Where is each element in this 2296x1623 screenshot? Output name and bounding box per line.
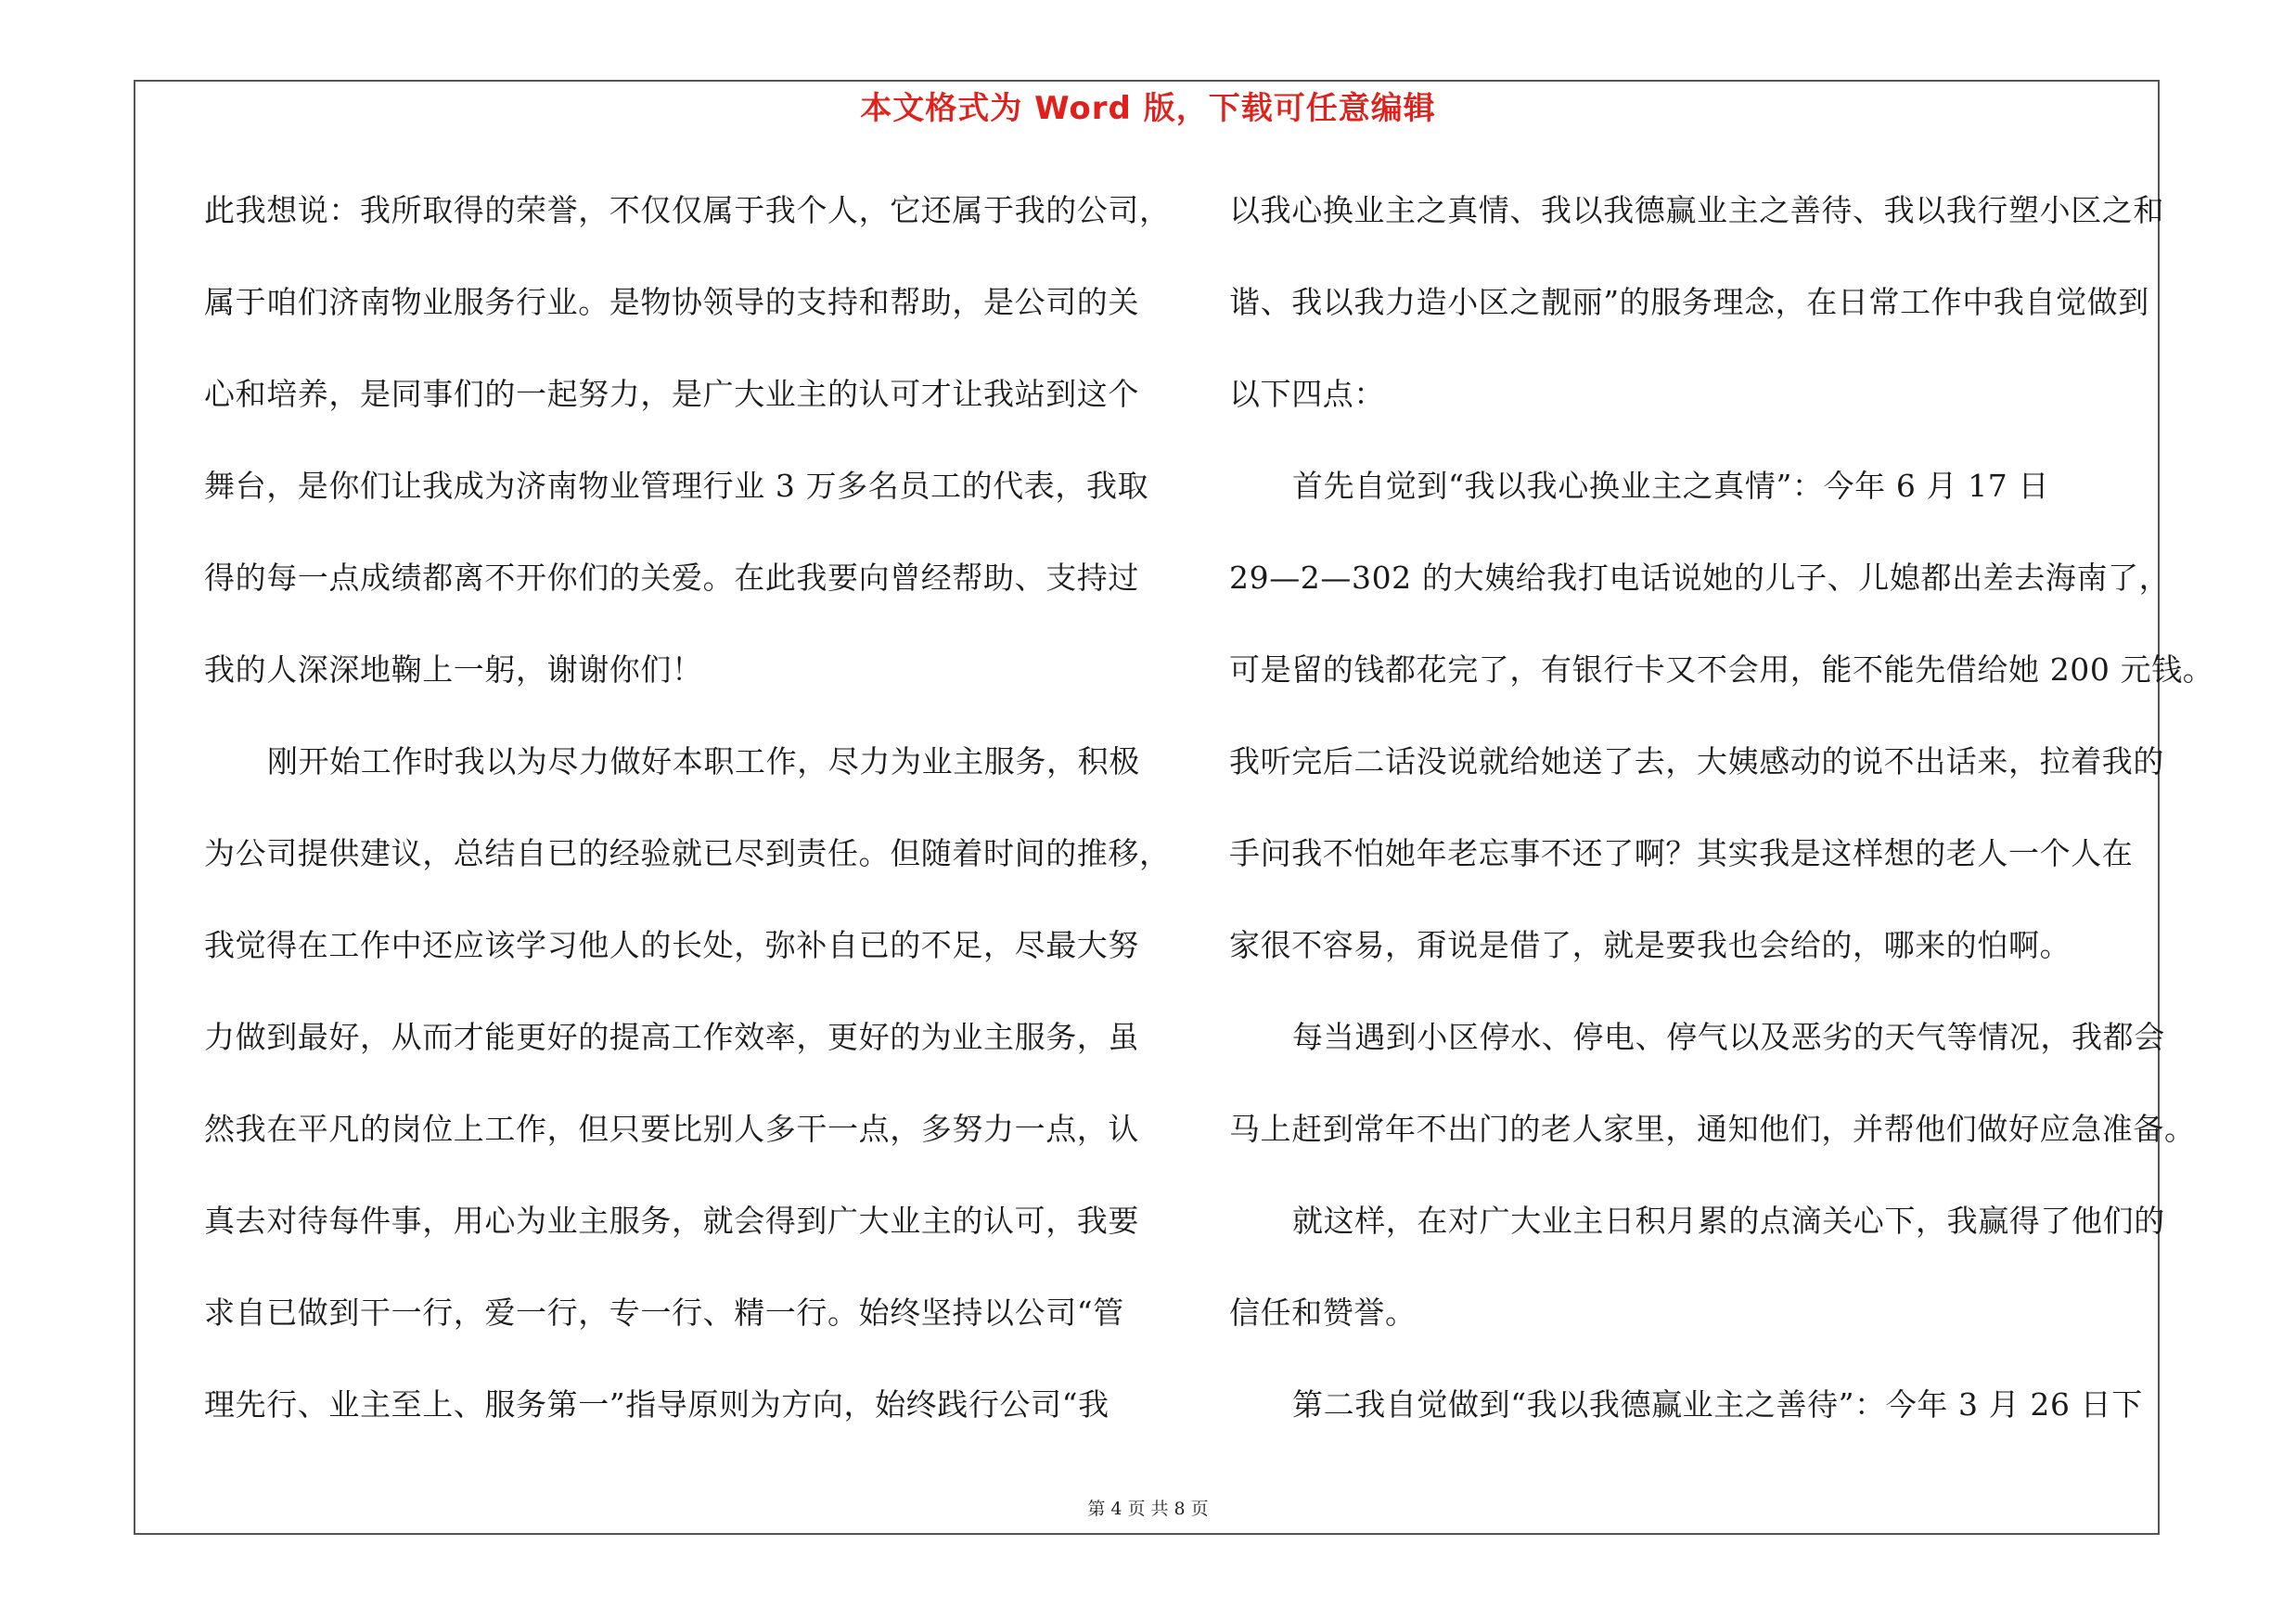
text-line: 求自已做到干一行，爱一行，专一行、精一行。始终坚持以公司“管: [204, 1295, 1124, 1331]
text-line: 手问我不怕她年老忘事不还了啊？其实我是这样想的老人一个人在: [1229, 835, 2134, 871]
text-line: 可是留的钱都花完了，有银行卡又不会用，能不能先借给她 200 元钱。: [1229, 651, 2214, 688]
text-line: 真去对待每件事，用心为业主服务，就会得到广大业主的认可，我要: [204, 1203, 1139, 1239]
text-line: 为公司提供建议，总结自已的经验就已尽到责任。但随着时间的推移，: [204, 835, 1171, 871]
text-line: 得的每一点成绩都离不开你们的关爱。在此我要向曾经帮助、支持过: [204, 560, 1139, 596]
header-banner: 本文格式为 Word 版，下载可任意编辑: [860, 90, 1436, 127]
left-column: [204, 181, 1171, 1467]
text-line: 我的人深深地鞠上一躬，谢谢你们！: [204, 651, 703, 688]
paragraph-start-line: 首先自觉到“我以我心换业主之真情”：今年 6 月 17 日: [1292, 468, 2050, 504]
text-line: 谐、我以我力造小区之靓丽”的服务理念，在日常工作中我自觉做到: [1229, 284, 2149, 320]
paragraph-start-line: 每当遇到小区停水、停电、停气以及恶劣的天气等情况，我都会: [1292, 1019, 2165, 1055]
text-line: 信任和赞誉。: [1229, 1295, 1417, 1331]
text-line: 以我心换业主之真情、我以我德赢业主之善待、我以我行塑小区之和: [1229, 192, 2164, 228]
text-line: 29—2—302 的大姨给我打电话说她的儿子、儿媳都出差去海南了，: [1229, 560, 2171, 596]
text-line: 力做到最好，从而才能更好的提高工作效率，更好的为业主服务，虽: [204, 1019, 1139, 1055]
text-line: 家很不容易，甭说是借了，就是要我也会给的，哪来的怕啊。: [1229, 927, 2072, 963]
text-line: 舞台，是你们让我成为济南物业管理行业 3 万多名员工的代表，我取: [204, 468, 1149, 504]
text-line: 马上赶到常年不出门的老人家里，通知他们，并帮他们做好应急准备。: [1229, 1111, 2196, 1147]
paragraph-start-line: 就这样，在对广大业主日积月累的点滴关心下，我赢得了他们的: [1292, 1203, 2165, 1239]
text-line: 然我在平凡的岗位上工作，但只要比别人多干一点，多努力一点，认: [204, 1111, 1139, 1147]
right-column: [1229, 181, 2214, 1467]
paragraph-start-line: 第二我自觉做到“我以我德赢业主之善待”：今年 3 月 26 日下: [1292, 1386, 2143, 1423]
text-line: 此我想说：我所取得的荣誉，不仅仅属于我个人，它还属于我的公司，: [204, 192, 1171, 228]
text-line: 我听完后二话没说就给她送了去，大姨感动的说不出话来，拉着我的: [1229, 743, 2164, 779]
paragraph-start-line: 刚开始工作时我以为尽力做好本职工作，尽力为业主服务，积极: [267, 743, 1140, 779]
page-number-footer: 第 4 页 共 8 页: [1087, 1499, 1209, 1519]
text-line: 心和培养，是同事们的一起努力，是广大业主的认可才让我站到这个: [204, 376, 1139, 412]
text-line: 以下四点：: [1229, 376, 1385, 412]
text-line: 理先行、业主至上、服务第一”指导原则为方向，始终践行公司“我: [204, 1386, 1110, 1423]
text-line: 属于咱们济南物业服务行业。是物协领导的支持和帮助，是公司的关: [204, 284, 1139, 320]
text-line: 我觉得在工作中还应该学习他人的长处，弥补自已的不足，尽最大努: [204, 927, 1139, 963]
